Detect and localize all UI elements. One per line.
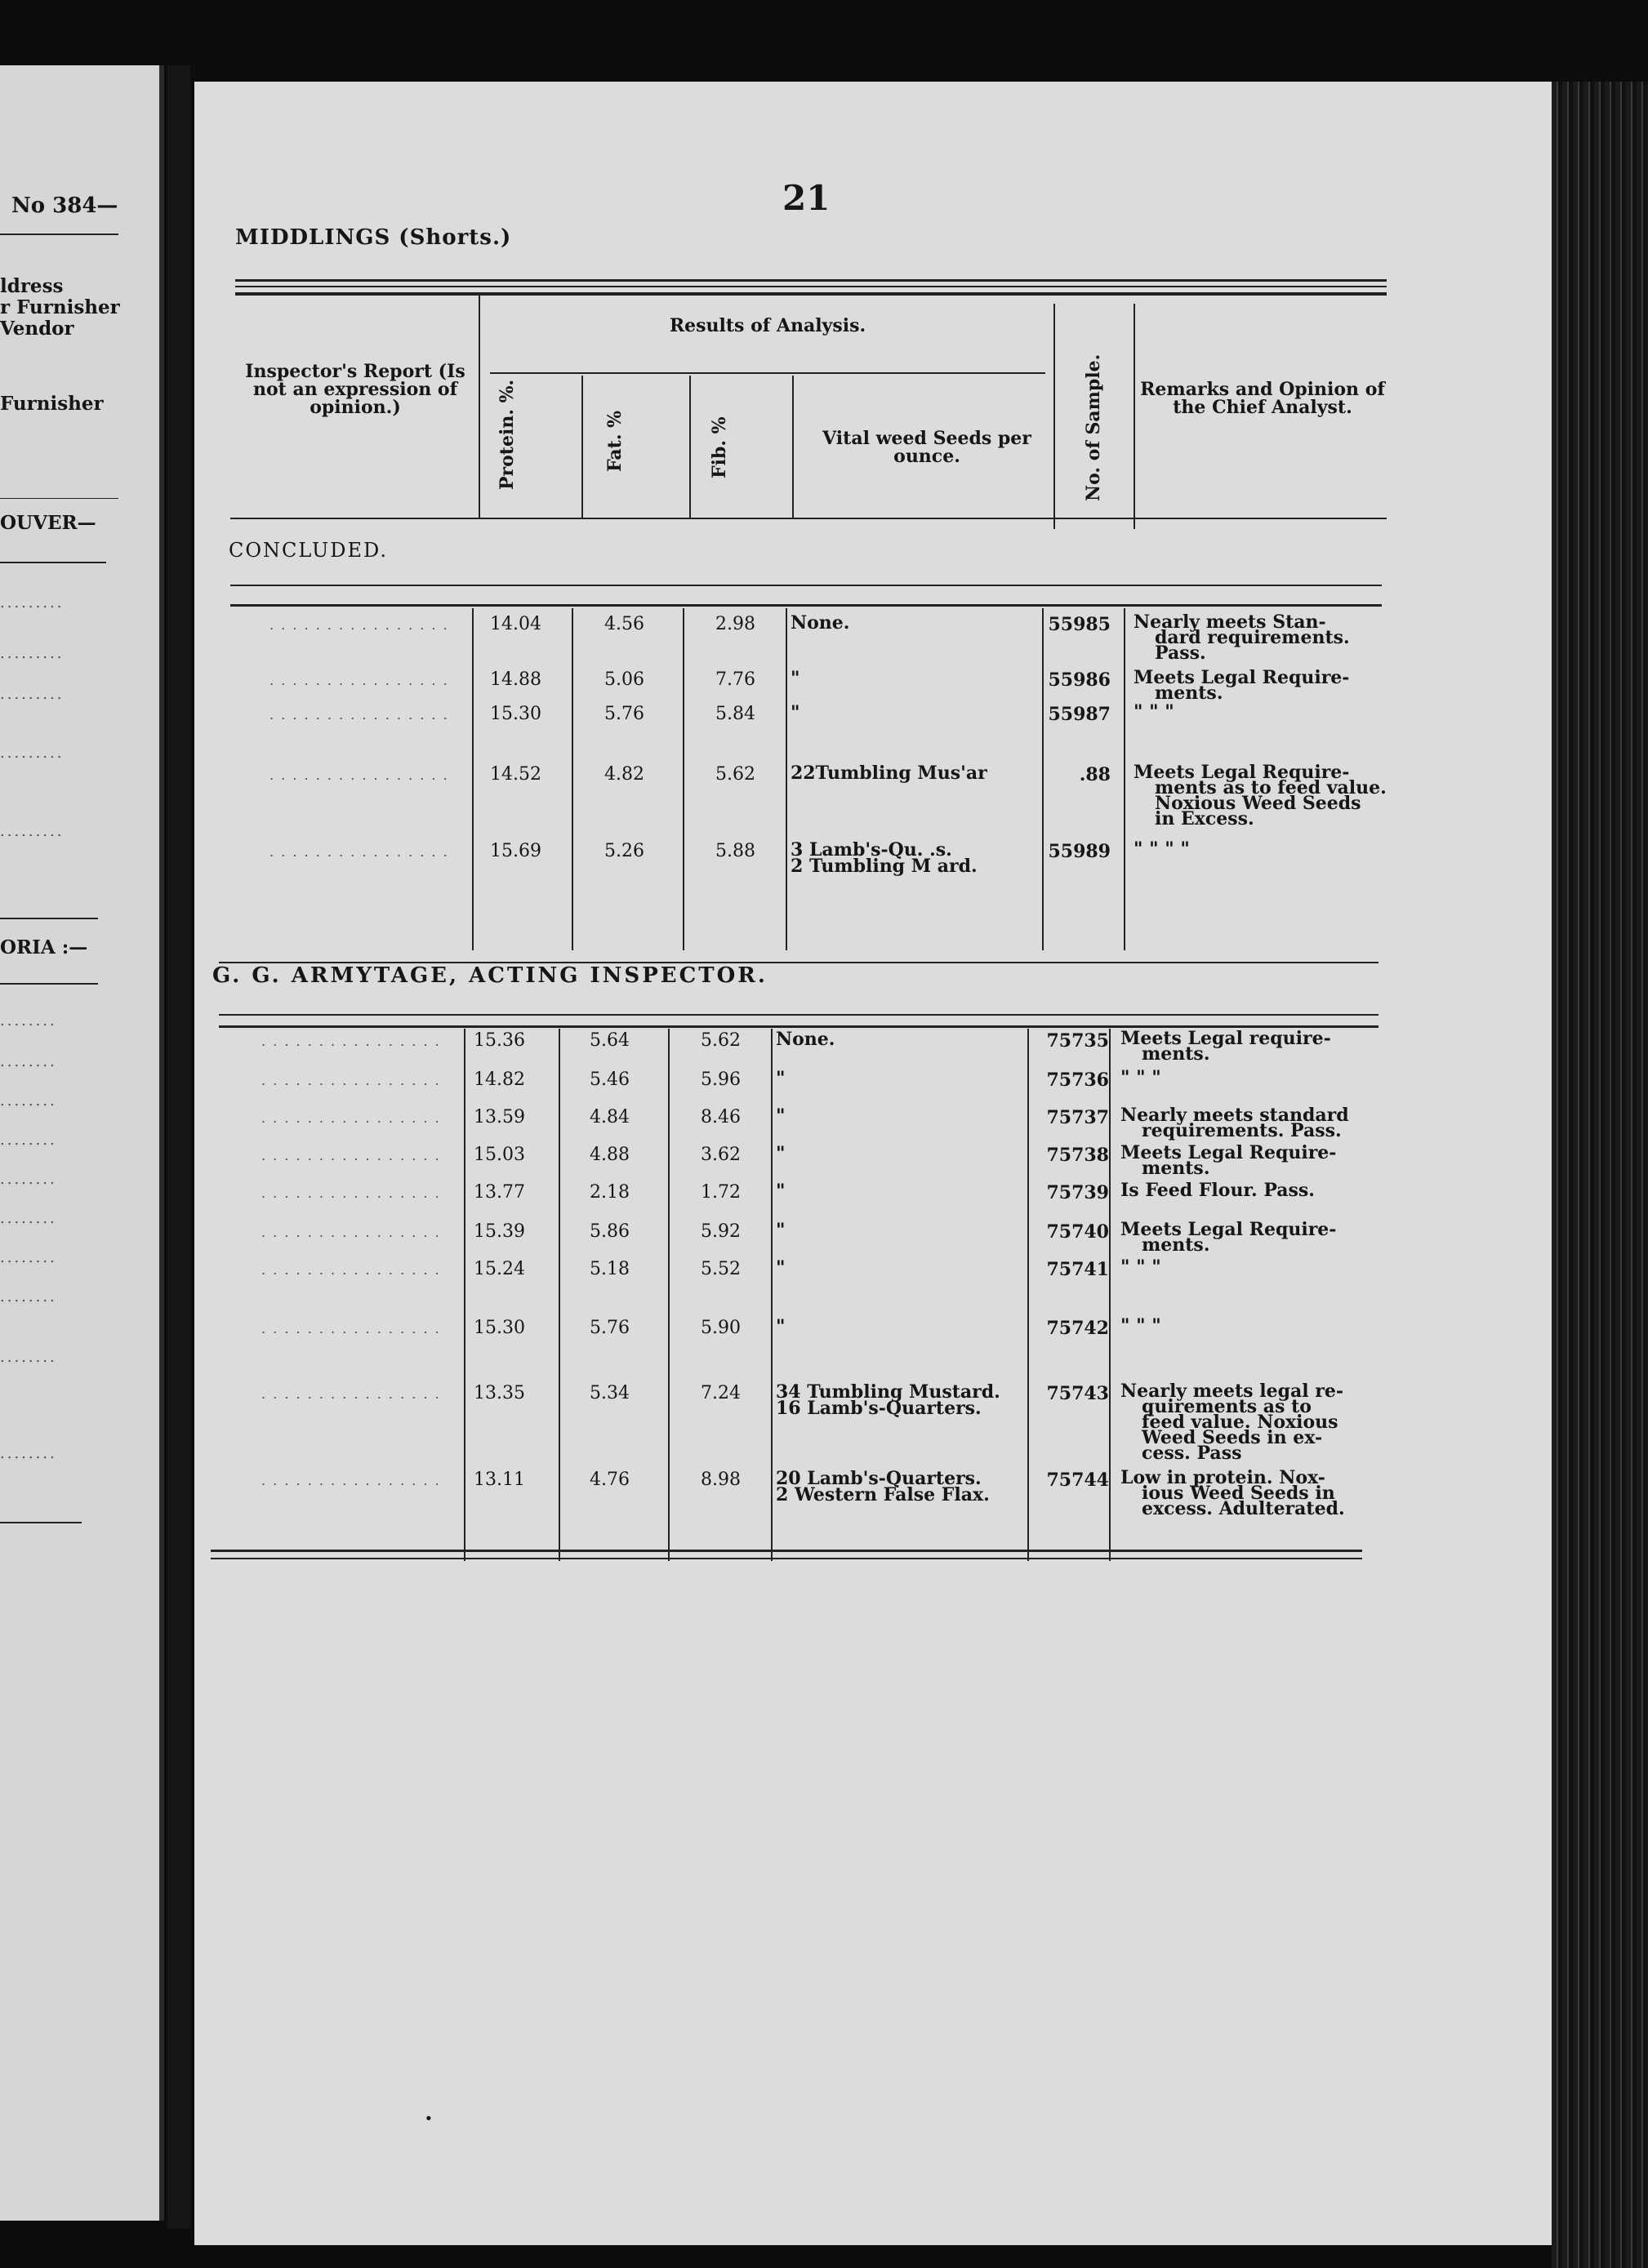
left-rule: [0, 1522, 82, 1523]
cell-remarks: " " ": [1120, 1256, 1161, 1278]
left-rule: [0, 562, 106, 563]
row-dot-leader: . . . . . . . . . . . . . . . .: [269, 767, 449, 783]
header-weed-seeds: Vital weed Seeds per ounce.: [822, 428, 1031, 467]
row-dot-leader: . . . . . . . . . . . . . . . .: [261, 1225, 441, 1240]
left-dot-leader: ........: [0, 1349, 57, 1366]
stray-mark: ·: [425, 2105, 433, 2132]
cell-remarks: ments as to feed value.: [1155, 777, 1387, 798]
cell-protein: 14.88: [490, 669, 541, 690]
cell-weed-seeds: 20 Lamb's-Quarters.: [776, 1468, 982, 1489]
cell-remarks: Nearly meets Stan-: [1134, 611, 1326, 633]
header-protein: Protein. %.: [497, 379, 518, 490]
cell-fat: 5.26: [604, 841, 644, 861]
left-section-a: OUVER—: [0, 512, 96, 534]
cell-remarks: Noxious Weed Seeds: [1155, 793, 1361, 814]
cell-weed-seeds: None.: [791, 612, 850, 634]
cell-sample-no: 75740: [1046, 1221, 1109, 1243]
cell-protein: 15.39: [474, 1221, 525, 1242]
cell-fibre: 5.92: [701, 1221, 741, 1242]
cell-remarks: " " ": [1134, 701, 1174, 723]
cell-fibre: 5.96: [701, 1070, 741, 1090]
cell-fibre: 5.88: [715, 841, 755, 861]
left-dot-leader: ........: [0, 1053, 57, 1070]
table-top-rule: [235, 292, 1387, 296]
cell-fibre: 7.24: [701, 1383, 741, 1403]
table-bottom-rule: [211, 1550, 1362, 1552]
cell-remarks: feed value. Noxious: [1142, 1412, 1338, 1433]
row-dot-leader: . . . . . . . . . . . . . . . .: [269, 707, 449, 723]
cell-sample-no: .88: [1079, 764, 1111, 785]
left-dot-leader: ........: [0, 1249, 57, 1266]
cell-weed-seeds: ": [776, 1143, 786, 1164]
section-concluded-label: CONCLUDED.: [229, 539, 389, 562]
cell-remarks: Low in protein. Nox-: [1120, 1467, 1325, 1488]
cell-remarks: ments.: [1142, 1043, 1210, 1065]
row-dot-leader: . . . . . . . . . . . . . . . .: [261, 1185, 441, 1201]
cell-fat: 5.86: [590, 1221, 630, 1242]
left-address-line-2: r Furnisher: [0, 296, 120, 318]
row-dot-leader: . . . . . . . . . . . . . . . .: [261, 1073, 441, 1088]
cell-fat: 2.18: [590, 1182, 630, 1203]
cell-weed-seeds: 2 Western False Flax.: [776, 1484, 990, 1505]
cell-fibre: 7.76: [715, 669, 755, 690]
cell-weed-seeds: None.: [776, 1029, 835, 1050]
cell-fibre: 3.62: [701, 1145, 741, 1165]
left-dot-leader: .........: [0, 823, 65, 840]
col-divider: [1124, 608, 1125, 950]
cell-weed-seeds: 16 Lamb's-Quarters.: [776, 1398, 982, 1419]
cell-remarks: Nearly meets standard: [1120, 1105, 1349, 1126]
cell-remarks: Pass.: [1155, 643, 1206, 664]
header-remarks: Remarks and Opinion of the Chief Analyst.: [1140, 379, 1385, 418]
table-top-rule: [235, 279, 1387, 282]
cell-fat: 5.34: [590, 1383, 630, 1403]
left-dot-leader: ........: [0, 1445, 57, 1462]
col-divider: [1053, 304, 1055, 529]
header-results: Results of Analysis.: [669, 315, 866, 336]
cell-fat: 5.18: [590, 1259, 630, 1279]
left-rule: [0, 233, 118, 235]
header-inspector: Inspector's Report (Is not an expression of opinion.): [245, 361, 465, 418]
cell-fat: 5.46: [590, 1070, 630, 1090]
col-divider: [479, 296, 480, 518]
cell-weed-seeds: ": [776, 1220, 786, 1241]
col-divider: [683, 608, 684, 950]
running-title: MIDDLINGS (Shorts.): [235, 225, 512, 250]
cell-sample-no: 75739: [1046, 1182, 1109, 1203]
page-number: 21: [782, 178, 831, 218]
cell-fat: 5.06: [604, 669, 644, 690]
table-top-rule: [235, 286, 1387, 287]
cell-weed-seeds: ": [776, 1257, 786, 1279]
section-rule: [219, 1014, 1379, 1016]
cell-sample-no: 75742: [1046, 1318, 1109, 1339]
cell-weed-seeds: ": [776, 1316, 786, 1337]
col-divider: [572, 608, 573, 950]
left-dot-leader: ........: [0, 1012, 57, 1029]
cell-weed-seeds: 22Tumbling Mus'ar: [791, 763, 987, 784]
cell-sample-no: 55989: [1048, 841, 1111, 862]
cell-fat: 4.88: [590, 1145, 630, 1165]
cell-remarks: " " ": [1120, 1067, 1161, 1088]
cell-protein: 15.69: [490, 841, 541, 861]
cell-protein: 15.30: [490, 704, 541, 724]
left-dot-leader: ........: [0, 1132, 57, 1149]
cell-fat: 4.82: [604, 764, 644, 785]
cell-sample-no: 55986: [1048, 669, 1111, 691]
left-section-b: ORIA :—: [0, 936, 88, 958]
cell-fibre: 8.98: [701, 1470, 741, 1490]
header-fibre: Fib. %: [709, 416, 730, 478]
col-divider: [464, 1029, 465, 1561]
cell-sample-no: 75741: [1046, 1259, 1109, 1280]
book-gutter: [167, 65, 190, 2229]
cell-sample-no: 75744: [1046, 1470, 1109, 1491]
left-rule: [0, 918, 98, 919]
cell-fat: 4.76: [590, 1470, 630, 1490]
cell-weed-seeds: 34 Tumbling Mustard.: [776, 1381, 1000, 1403]
cell-fat: 5.64: [590, 1030, 630, 1051]
left-dot-leader: .........: [0, 686, 65, 703]
cell-fibre: 5.52: [701, 1259, 741, 1279]
cell-remarks: Meets Legal Require-: [1120, 1142, 1337, 1163]
cell-fibre: 5.62: [715, 764, 755, 785]
row-dot-leader: . . . . . . . . . . . . . . . .: [269, 844, 449, 860]
row-dot-leader: . . . . . . . . . . . . . . . .: [261, 1110, 441, 1126]
col-divider: [1109, 1029, 1111, 1561]
cell-sample-no: 55985: [1048, 614, 1111, 635]
col-divider: [792, 376, 794, 518]
section-armytage-label: G. G. ARMYTAGE, ACTING INSPECTOR.: [212, 963, 768, 988]
cell-remarks: Weed Seeds in ex-: [1142, 1427, 1323, 1448]
cell-protein: 14.04: [490, 614, 541, 634]
cell-remarks: ments.: [1155, 683, 1223, 704]
cell-remarks: dard requirements.: [1155, 627, 1350, 648]
col-divider: [581, 376, 583, 518]
left-doc-number: No 384—: [11, 193, 118, 218]
col-divider: [771, 1029, 773, 1561]
cell-remarks: " " ": [1120, 1315, 1161, 1336]
cell-remarks: ments.: [1142, 1234, 1210, 1256]
cell-sample-no: 75743: [1046, 1383, 1109, 1404]
cell-remarks: Nearly meets legal re-: [1120, 1381, 1343, 1402]
cell-fibre: 2.98: [715, 614, 755, 634]
section-rule: [230, 604, 1382, 607]
cell-fat: 5.76: [604, 704, 644, 724]
row-dot-leader: . . . . . . . . . . . . . . . .: [269, 673, 449, 688]
cell-protein: 13.77: [474, 1182, 525, 1203]
header-sample-no: No. of Sample.: [1083, 354, 1104, 501]
left-furnisher-label: Furnisher: [0, 393, 104, 415]
cell-fibre: 5.90: [701, 1318, 741, 1338]
cell-weed-seeds: 3 Lamb's-Qu. .s.: [791, 839, 952, 861]
col-divider: [1134, 304, 1135, 529]
left-address-line-1: ldress: [0, 275, 64, 297]
cell-protein: 13.11: [474, 1470, 525, 1490]
cell-remarks: in Excess.: [1155, 808, 1254, 829]
cell-weed-seeds: ": [776, 1068, 786, 1089]
cell-protein: 15.24: [474, 1259, 525, 1279]
left-rule: [0, 498, 118, 499]
row-dot-leader: . . . . . . . . . . . . . . . .: [261, 1148, 441, 1163]
cell-fibre: 8.46: [701, 1107, 741, 1127]
col-divider: [1027, 1029, 1029, 1561]
cell-remarks: Meets Legal Require-: [1134, 762, 1350, 783]
cell-protein: 13.35: [474, 1383, 525, 1403]
cell-remarks: requirements. Pass.: [1142, 1120, 1342, 1141]
cell-remarks: Is Feed Flour. Pass.: [1120, 1180, 1315, 1201]
cell-remarks: Meets Legal Require-: [1120, 1219, 1337, 1240]
cell-weed-seeds: ": [791, 702, 800, 723]
left-dot-leader: .........: [0, 594, 65, 611]
cell-protein: 13.59: [474, 1107, 525, 1127]
cell-fibre: 5.84: [715, 704, 755, 724]
left-dot-leader: ........: [0, 1092, 57, 1110]
left-dot-leader: ........: [0, 1210, 57, 1227]
col-divider: [668, 1029, 670, 1561]
cell-remarks: excess. Adulterated.: [1142, 1498, 1345, 1519]
row-dot-leader: . . . . . . . . . . . . . . . .: [261, 1321, 441, 1336]
row-dot-leader: . . . . . . . . . . . . . . . .: [261, 1473, 441, 1488]
cell-fat: 5.76: [590, 1318, 630, 1338]
cell-protein: 15.03: [474, 1145, 525, 1165]
cell-protein: 14.52: [490, 764, 541, 785]
cell-protein: 15.30: [474, 1318, 525, 1338]
cell-weed-seeds: ": [776, 1181, 786, 1202]
cell-sample-no: 75736: [1046, 1070, 1109, 1091]
header-fat: Fat. %: [604, 410, 626, 472]
cell-fibre: 5.62: [701, 1030, 741, 1051]
cell-remarks: Meets Legal require-: [1120, 1028, 1331, 1049]
cell-remarks: ious Weed Seeds in: [1142, 1483, 1335, 1504]
col-divider: [689, 376, 691, 518]
cell-remarks: ments.: [1142, 1158, 1210, 1179]
cell-sample-no: 55987: [1048, 704, 1111, 725]
cell-weed-seeds: ": [776, 1105, 786, 1127]
book-binding: [1552, 82, 1648, 2268]
cell-remarks: quirements as to: [1142, 1396, 1312, 1417]
row-dot-leader: . . . . . . . . . . . . . . . .: [261, 1386, 441, 1402]
row-dot-leader: . . . . . . . . . . . . . . . .: [261, 1262, 441, 1278]
row-dot-leader: . . . . . . . . . . . . . . . .: [269, 617, 449, 633]
cell-remarks: " " " ": [1134, 838, 1190, 860]
cell-fat: 4.84: [590, 1107, 630, 1127]
results-rule: [490, 372, 1045, 374]
left-dot-leader: .........: [0, 645, 65, 662]
table-bottom-rule: [211, 1558, 1362, 1559]
section-rule: [230, 585, 1382, 586]
cell-sample-no: 75738: [1046, 1145, 1109, 1166]
left-dot-leader: ........: [0, 1171, 57, 1188]
cell-weed-seeds: 2 Tumbling M ard.: [791, 856, 978, 877]
left-dot-leader: .........: [0, 745, 65, 762]
col-divider: [786, 608, 787, 950]
left-address-line-3: Vendor: [0, 318, 74, 340]
row-dot-leader: . . . . . . . . . . . . . . . .: [261, 1034, 441, 1049]
cell-weed-seeds: ": [791, 668, 800, 689]
cell-fat: 4.56: [604, 614, 644, 634]
col-divider: [559, 1029, 560, 1561]
left-dot-leader: ........: [0, 1288, 57, 1305]
col-divider: [472, 608, 474, 950]
left-rule: [0, 983, 98, 985]
cell-remarks: Meets Legal Require-: [1134, 667, 1350, 688]
cell-protein: 14.82: [474, 1070, 525, 1090]
cell-remarks: cess. Pass: [1142, 1443, 1242, 1464]
cell-protein: 15.36: [474, 1030, 525, 1051]
cell-sample-no: 75735: [1046, 1030, 1109, 1052]
header-bottom-rule: [230, 518, 1387, 519]
cell-sample-no: 75737: [1046, 1107, 1109, 1128]
cell-fibre: 1.72: [701, 1182, 741, 1203]
